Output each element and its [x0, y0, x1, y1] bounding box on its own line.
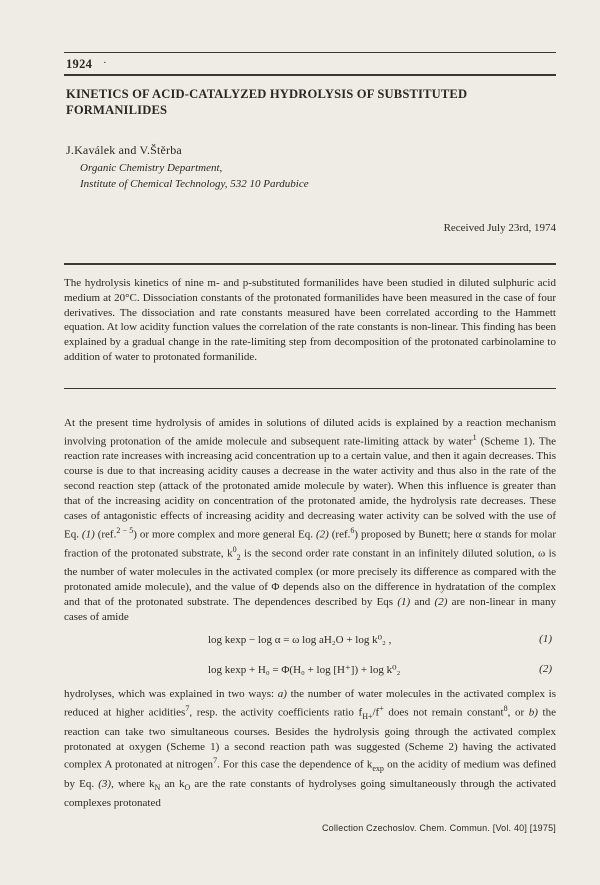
ref-8: 8 — [503, 703, 508, 713]
ref-1: 1 — [472, 432, 477, 442]
body-paragraph-1: At the present time hydrolysis of amides in solutions of diluted acids is explained by a reaction mechanism involving protonation of the amide molecule and subsequent rate-limiting attack by water$^1$ (Scheme 1). The reaction rate increases with increasing acid concentration up to a certain value, and then it again decreases. This course is due to that increasing acidity causes a decrease in the water activity and thus also in the rate of the second reaction step (attack of the protonated amide molecule by water). When this influence is greater than that of the increasing acidity on concentration of the protonated amide, the hydrolysis rate decreases. These cases of antagonistic effects of increasing acidity and decreasing water activity can be solved with the use of Eq. (1) (ref.$^{2 - 5}$) or more complex and more general Eq. (2) (ref.$^6$) proposed by Bunett; here α stands for molar fraction of the protonated substrate, $k^0_2$ is the second order rate constant in an infinitely diluted solution, ω is the number of water molecules in the activated complex (or more precisely its difference as compared with the protonated amide molecule), and the value of Φ depends also on the difference in hydratation of the complex and that of the protonated substrate. The dependences described by Eqs (1) and (2) are non-linear in many cases of amide — [64, 417, 557, 624]
ref-7: 7 — [185, 703, 190, 713]
equation-2-expression: log kexp + H₀ = Φ(H₀ + log [H⁺]) + log k⁰₂ — [208, 664, 401, 676]
ref-2-5: 2 − 5 — [116, 526, 134, 535]
header-top-rule — [64, 52, 556, 53]
equation-1-label: (1) — [539, 633, 552, 645]
eq-ref-2: (2) — [315, 528, 329, 541]
header-bottom-rule — [64, 74, 556, 76]
ref-6: 6 — [350, 526, 355, 535]
affiliation-line-2: Institute of Chemical Technology, 532 10 Pardubice — [80, 178, 309, 190]
article-title: KINETICS OF ACID-CATALYZED HYDROLYSIS OF SUBSTITUTED FORMANILIDES — [66, 87, 468, 117]
abstract-top-rule — [64, 263, 556, 265]
abstract-text: The hydrolysis kinetics of nine m- and p-substituted formanilides have been studied in diluted sulphuric acid medium at 20°C. Dissociation constants of the protonated formanilides have been measured in the case of four derivatives. The dissociation and rate constants measured have been correlated according to the Hammett equation. At low acidity function values the correlation of the rate constants is non-linear. This finding has been explained by a gradual change in the rate-limiting step from decomposition of the protonated carbinolamine to addition of water to protonated formanilide. — [64, 277, 556, 363]
body-paragraph-2: hydrolyses, which was explained in two ways: a) the number of water molecules in the activated complex is reduced at higher acidities$^7$, resp. the activity coefficients ratio $f_{H+}/f^+$ does not remain constant$^8$, or b) the reaction can take two simultaneous courses. Besides the hydrolysis going through the activated complex protonated at oxygen (Scheme 1) a second reaction path was suggested (Scheme 2) having the activated complex A protonated at nitrogen$^7$. For this case the dependence of $k_{exp}$ on the acidity of medium was defined by Eq. (3), where $k_N$ an $k_O$ are the rate constants of hydrolyses going simultaneously through the activated complexes protonated — [64, 688, 556, 810]
equation-2-label: (2) — [539, 663, 552, 675]
page-number: 1924 — [66, 57, 93, 71]
received-date: Received July 23rd, 1974 — [443, 222, 556, 234]
affiliation-line-1: Organic Chemistry Department, — [80, 162, 223, 174]
article-authors: J.Kaválek and V.Štěrba — [66, 143, 182, 157]
abstract-bottom-rule — [64, 388, 556, 389]
equation-1-expression: log kexp − log α = ω log aH₂O + log k⁰₂ , — [208, 634, 392, 646]
eq-ref-1: (1) — [81, 528, 95, 541]
journal-citation-footer: Collection Czechoslov. Chem. Commun. [Vol. 40] [1975] — [321, 823, 556, 833]
ref-7b: 7 — [213, 756, 218, 766]
eq-ref-3: (3) — [98, 778, 112, 791]
page-number-dot: · — [103, 57, 107, 69]
